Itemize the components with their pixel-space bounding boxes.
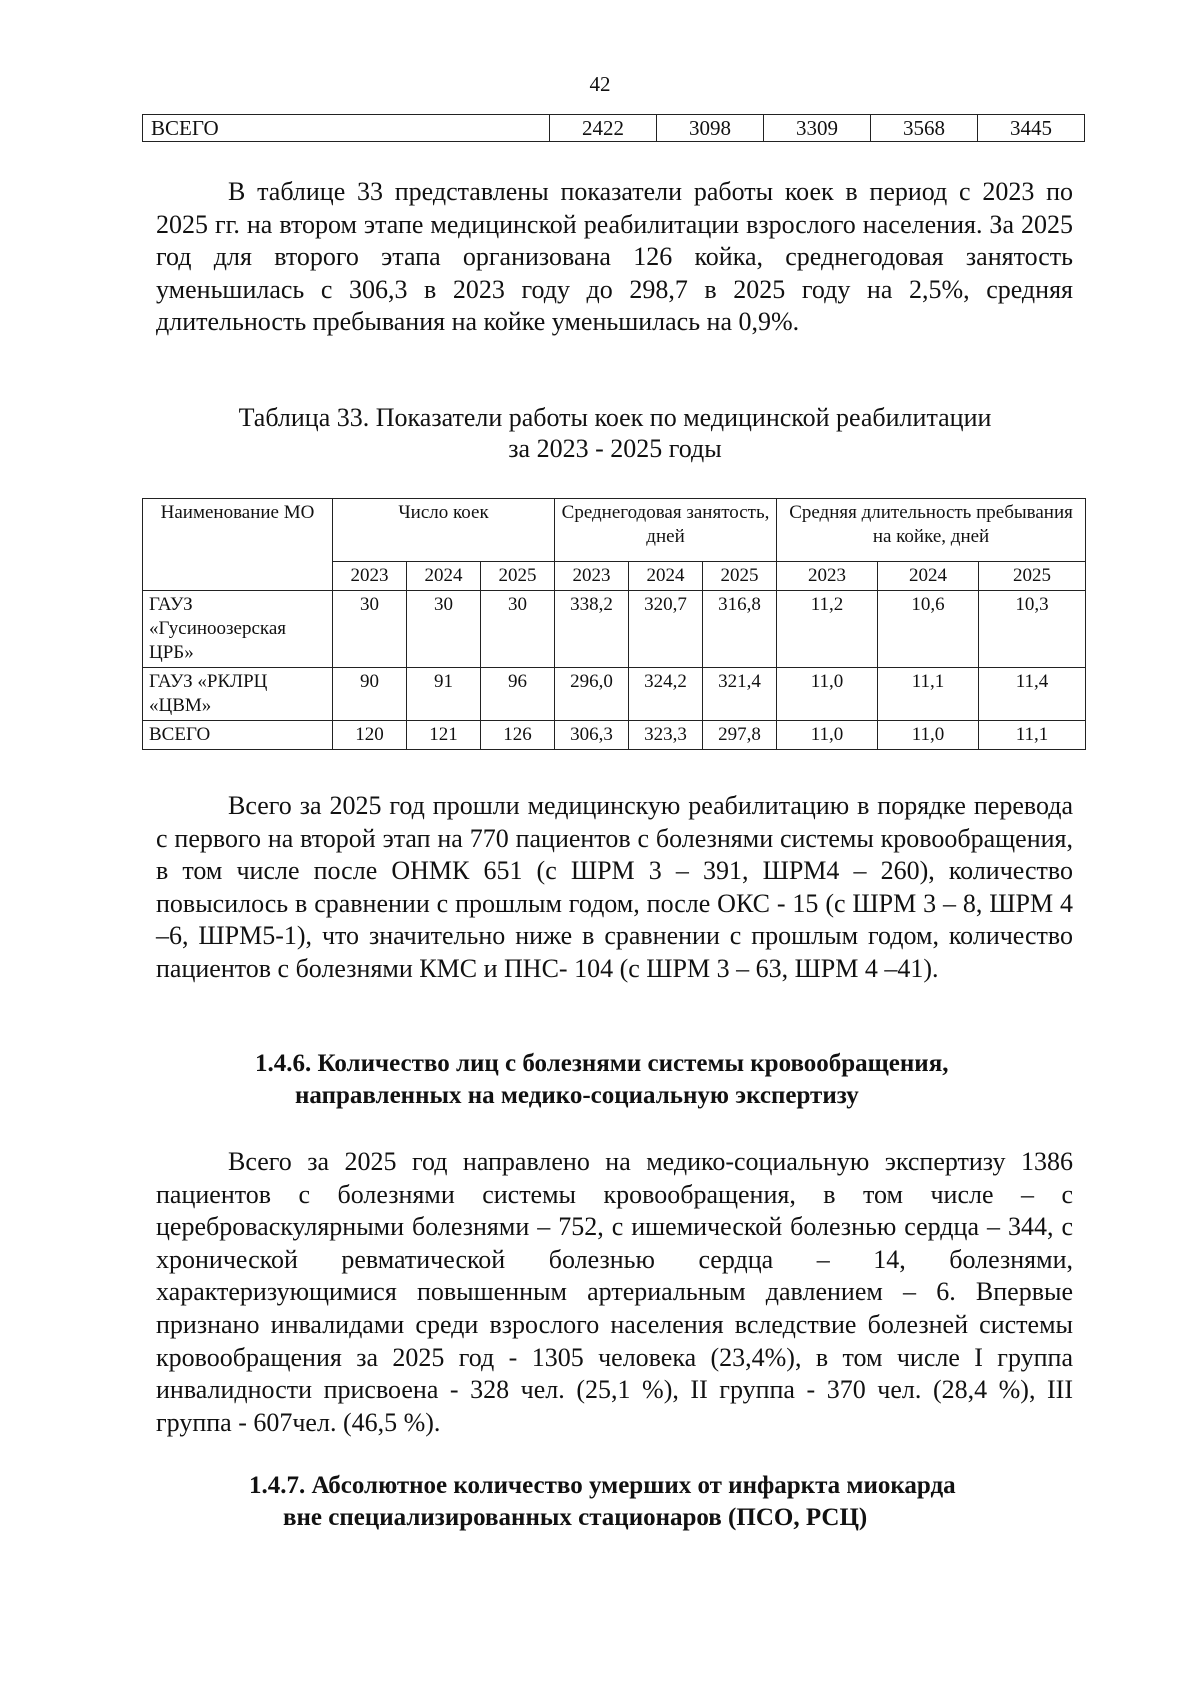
- heading-line-2: направленных на медико-социальную экспертизу: [295, 1082, 859, 1109]
- table-row-total: [143, 721, 1086, 750]
- header-duration: Средняя длительность пребывания на койке, дней: [777, 499, 1086, 562]
- cell: 126: [481, 721, 555, 750]
- table-header-row: [143, 499, 1086, 562]
- year-header: 2025: [979, 562, 1086, 591]
- year-header: 2023: [555, 562, 629, 591]
- cell: 316,8: [703, 591, 777, 668]
- cell: 121: [407, 721, 481, 750]
- cell: 320,7: [629, 591, 703, 668]
- paragraph-text: Всего за 2025 год прошли медицинскую реабилитацию в порядке перевода с первого на второй этап на 770 пациентов с болезнями системы кровообращения, в том числе после ОНМК 651 (с ШРМ 3 – 391, ШРМ4 – 260), количество повысилось в сравнении с прошлым годом, после ОКС - 15 (с ШРМ 3 – 8, ШРМ 4 –6, ШРМ5-1), что значительно ниже в сравнении с прошлым годом, количество пациентов с болезнями КМС и ПНС- 104 (с ШРМ 3 – 63, ШРМ 4 –41).: [156, 791, 1073, 983]
- row-name: ГАУЗ «Гусиноозерская ЦРБ»: [143, 591, 333, 668]
- cell: 91: [407, 668, 481, 721]
- total-value: 3309: [764, 115, 871, 142]
- table-33: [142, 498, 1086, 750]
- paragraph-rehabilitation: [156, 790, 1073, 986]
- cell: 30: [333, 591, 407, 668]
- cell: 30: [481, 591, 555, 668]
- paragraph-bed-indicators: [156, 176, 1073, 339]
- year-header: 2023: [333, 562, 407, 591]
- cell: 321,4: [703, 668, 777, 721]
- cell: 96: [481, 668, 555, 721]
- table-row: [143, 591, 1086, 668]
- cell: 90: [333, 668, 407, 721]
- section-heading-1-4-6: [160, 1048, 1070, 1112]
- cell: 10,3: [979, 591, 1086, 668]
- cell: 11,0: [878, 721, 979, 750]
- total-value: 3098: [657, 115, 764, 142]
- cell: 296,0: [555, 668, 629, 721]
- row-name: ВСЕГО: [143, 721, 333, 750]
- paragraph-mse: [156, 1146, 1073, 1439]
- heading-line-2: вне специализированных стационаров (ПСО, РСЦ): [283, 1504, 868, 1531]
- cell: 30: [407, 591, 481, 668]
- header-name: Наименование МО: [143, 499, 333, 591]
- cell: 11,4: [979, 668, 1086, 721]
- year-header: 2023: [777, 562, 878, 591]
- table-row: [143, 668, 1086, 721]
- table-row: [143, 115, 1085, 142]
- year-header: 2024: [878, 562, 979, 591]
- cell: 10,6: [878, 591, 979, 668]
- year-header: 2025: [703, 562, 777, 591]
- cell: 11,2: [777, 591, 878, 668]
- year-header: 2024: [629, 562, 703, 591]
- total-value: 3568: [871, 115, 978, 142]
- cell: 324,2: [629, 668, 703, 721]
- cell: 11,1: [979, 721, 1086, 750]
- cell: 11,1: [878, 668, 979, 721]
- cell: 11,0: [777, 721, 878, 750]
- cell: 323,3: [629, 721, 703, 750]
- total-value: 2422: [550, 115, 657, 142]
- cell: 120: [333, 721, 407, 750]
- paragraph-text: В таблице 33 представлены показатели работы коек в период с 2023 по 2025 гг. на втором этапе медицинской реабилитации взрослого населения. За 2025 год для второго этапа организована 126 койка, среднегодовая занятость уменьшилась с 306,3 в 2023 году до 298,7 в 2025 году на 2,5%, средняя длительность пребывания на койке уменьшилась на 0,9%.: [156, 177, 1073, 337]
- summary-total-table: [142, 114, 1085, 142]
- cell: 11,0: [777, 668, 878, 721]
- row-name: ГАУЗ «РКЛРЦ «ЦВМ»: [143, 668, 333, 721]
- table-caption: [150, 402, 1080, 464]
- page-number: 42: [589, 72, 611, 96]
- heading-line-1: 1.4.7. Абсолютное количество умерших от инфаркта миокарда: [249, 1472, 956, 1499]
- cell: 338,2: [555, 591, 629, 668]
- heading-line-1: 1.4.6. Количество лиц с болезнями системы кровообращения,: [255, 1050, 949, 1077]
- header-beds: Число коек: [333, 499, 555, 562]
- total-value: 3445: [978, 115, 1085, 142]
- paragraph-text: Всего за 2025 год направлено на медико-социальную экспертизу 1386 пациентов с болезнями системы кровообращения, в том числе – с цереброваскулярными болезнями – 752, с ишемической болезнью сердца – 344, с хронической ревматической болезнью сердца – 14, болезнями, характеризующимися повышенным артериальным давлением – 6. Впервые признано инвалидами среди взрослого населения вследствие болезней системы кровообращения за 2025 год - 1305 человека (23,4%), в том числе I группа инвалидности присвоена - 328 чел. (25,1 %), II группа - 370 чел. (28,4 %), III группа - 607чел. (46,5 %).: [156, 1147, 1073, 1437]
- header-occupancy: Среднегодовая занятость, дней: [555, 499, 777, 562]
- year-header: 2024: [407, 562, 481, 591]
- cell: 297,8: [703, 721, 777, 750]
- caption-line-1: Таблица 33. Показатели работы коек по медицинской реабилитации: [238, 403, 992, 432]
- caption-line-2: за 2023 - 2025 годы: [508, 434, 722, 463]
- cell: 306,3: [555, 721, 629, 750]
- year-header: 2025: [481, 562, 555, 591]
- total-label: ВСЕГО: [143, 115, 550, 142]
- section-heading-1-4-7: [160, 1470, 1070, 1534]
